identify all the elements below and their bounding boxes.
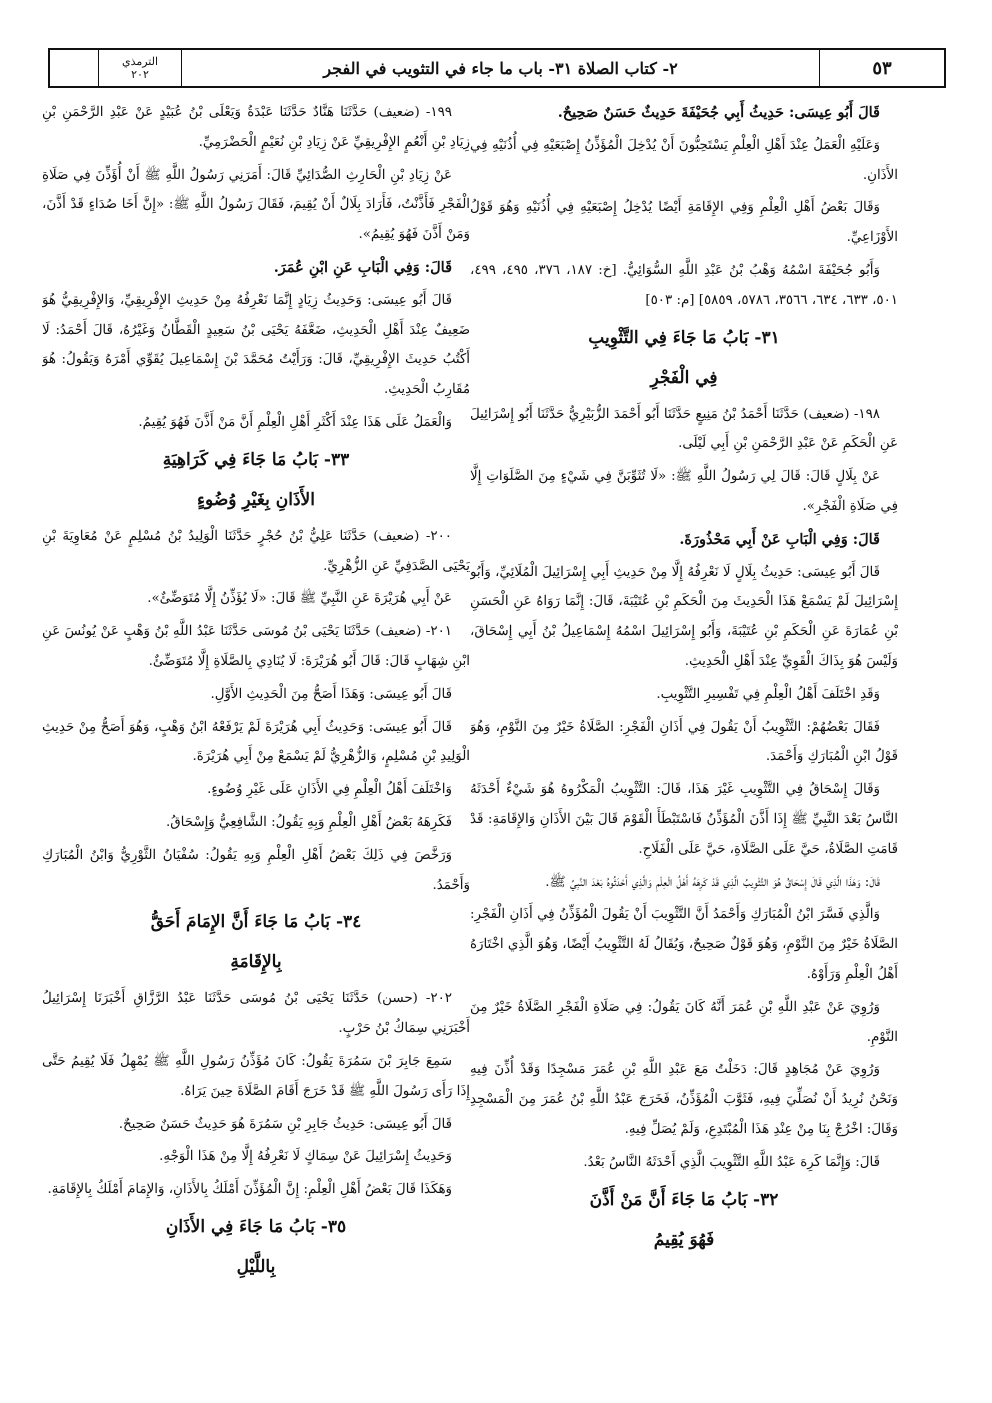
header-reference-cell xyxy=(99,50,182,86)
paragraph: قَالَ: وَإِنَّمَا كَرِهَ عَبْدُ اللَّهِ التَّثْوِيبَ الَّذِي أَحْدَثَهُ النَّاسُ بَعْدُ. xyxy=(583,1154,880,1170)
paragraph: وَالْعَمَلُ عَلَى هَذَا عِنْدَ أَكْثَرِ أَهْلِ الْعِلْمِ أَنَّ مَنْ أَذَّنَ فَهُوَ يُقِيمُ. xyxy=(138,414,452,430)
paragraph: وَعَلَيْهِ الْعَمَلُ عِنْدَ أَهْلِ الْعِلْمِ يَسْتَحِبُّونَ أَنْ يُدْخِلَ الْمُؤَذِّنُ إِصْبَعَيْهِ فِي أُذُنَيْهِ فِي الأَذَانِ. xyxy=(470,137,898,183)
left-column xyxy=(42,98,470,1368)
paragraph: وَحَدِيثُ إِسْرَائِيلَ عَنْ سِمَاكٍ لَا نَعْرِفُهُ إِلَّا مِنْ هَذَا الْوَجْهِ. xyxy=(159,1149,452,1165)
paragraph: قَالَ: وَفِي الْبَابِ عَنْ أَبِي مَحْذُورَةَ. xyxy=(679,530,880,548)
paragraph: قَالَ أَبُو عِيسَى: حَدِيثُ أَبِي جُحَيْفَةَ حَدِيثٌ حَسَنٌ صَحِيحٌ. xyxy=(557,104,880,121)
paragraph: وَرُوِيَ عَنْ مُجَاهِدٍ قَالَ: دَخَلْتُ مَعَ عَبْدِ اللَّهِ بْنِ عُمَرَ مَسْجِدًا وَقَدْ أُذِّنَ فِيهِ وَنَحْنُ نُرِيدُ أَنْ نُصَلِّيَ فِيهِ، فَثَوَّبَ الْمُؤَذِّنُ، فَخَرَجَ عَبْدُ اللَّهِ بْنُ عُمَرَ مِنَ الْمَسْجِدِ وَقَالَ: اخْرُجْ بِنَا مِنْ عِنْدِ هَذَا الْمُبْتَدِعِ، وَلَمْ يُصَلِّ فِيهِ. xyxy=(470,1062,898,1137)
paragraph: وَرُوِيَ عَنْ عَبْدِ اللَّهِ بْنِ عُمَرَ أَنَّهُ كَانَ يَقُولُ: فِي صَلَاةِ الْفَجْرِ الصَّلَاةُ خَيْرٌ مِنَ النَّوْمِ. xyxy=(470,999,898,1045)
paragraph: قَالَ أَبُو عِيسَى: وَهَذَا أَصَحُّ مِنَ الْحَدِيثِ الأَوَّلِ. xyxy=(210,686,452,702)
right-column xyxy=(470,98,898,1368)
chapter-heading: ٣١- بَابُ مَا جَاءَ فِي التَّثْوِيبِ xyxy=(588,327,780,348)
paragraph: وَأَبُو جُحَيْفَةَ اسْمُهُ وَهْبُ بْنُ عَبْدِ اللَّهِ السُّوَائِيُّ. [خ: ١٨٧، ٣٧٦، ٤٩٥، ٤٩٩، ٥٠١، ٦٣٣، ٦٣٤، ٣٥٦٦، ٥٧٨٦، ٥٨٥٩] [م: ٥٠٣] xyxy=(470,262,898,308)
page-number: ٥٣ xyxy=(872,57,892,79)
hadith-isnad: ٢٠٠- (ضعيف) حَدَّثَنَا عَلِيُّ بْنُ حُجْرٍ حَدَّثَنَا الْوَلِيدُ بْنُ مُسْلِمٍ عَنْ مُعَاوِيَةَ بْنِ يَحْيَى الصَّدَفِيِّ عَنِ الزُّهْرِيِّ. xyxy=(42,528,470,574)
header-ref-number: ٢٠٢ xyxy=(131,68,149,81)
hadith-isnad: ٢٠٢- (حسن) حَدَّثَنَا يَحْيَى بْنُ مُوسَى حَدَّثَنَا عَبْدُ الرَّزَّاقِ أَخْبَرَنَا إِسْرَائِيلُ أَخْبَرَنِي سِمَاكُ بْنُ حَرْبٍ. xyxy=(42,991,470,1037)
paragraph: فَقَالَ بَعْضُهُمْ: التَّثْوِيبُ أَنْ يَقُولَ فِي أَذَانِ الْفَجْرِ: الصَّلَاةُ خَيْرٌ مِنَ النَّوْمِ، وَهُوَ قَوْلُ ابْنِ الْمُبَارَكِ وَأَحْمَدَ. xyxy=(470,719,898,765)
hadith-matn: عَنْ بِلَالٍ قَالَ: قَالَ لِي رَسُولُ اللَّهِ ﷺ: «لَا تُثَوِّبَنَّ فِي شَيْءٍ مِنَ الصَّلَوَاتِ إِلَّا فِي صَلَاةِ الْفَجْرِ». xyxy=(470,469,898,514)
hadith-matn: عَنْ أَبِي هُرَيْرَةَ عَنِ النَّبِيِّ ﷺ قَالَ: «لَا يُؤَذِّنُ إِلَّا مُتَوَضِّئٌ». xyxy=(147,591,452,607)
hadith-isnad: ١٩٨- (ضعيف) حَدَّثَنَا أَحْمَدُ بْنُ مَنِيعٍ حَدَّثَنَا أَبُو أَحْمَدَ الزُّبَيْرِيُّ حَدَّثَنَا أَبُو إِسْرَائِيلَ عَنِ الْحَكَمِ عَنْ عَبْدِ الرَّحْمَنِ بْنِ أَبِي لَيْلَى. xyxy=(470,406,898,452)
paragraph: قَالَ: وَفِي الْبَابِ عَنِ ابْنِ عُمَرَ. xyxy=(273,258,452,276)
paragraph: وَاخْتَلَفَ أَهْلُ الْعِلْمِ فِي الأَذَانِ عَلَى غَيْرِ وُضُوءٍ. xyxy=(207,782,452,798)
hadith-matn: سَمِعَ جَابِرَ بْنَ سَمُرَةَ يَقُولُ: كَانَ مُؤَذِّنُ رَسُولِ اللَّهِ ﷺ يُمْهِلُ فَلَا يُقِيمُ حَتَّى إِذَا رَأَى رَسُولَ اللَّهِ ﷺ قَدْ خَرَجَ أَقَامَ الصَّلَاةَ حِينَ يَرَاهُ. xyxy=(42,1053,470,1099)
hadith-isnad: ٢٠١- (ضعيف) حَدَّثَنَا يَحْيَى بْنُ مُوسَى حَدَّثَنَا عَبْدُ اللَّهِ بْنُ وَهْبٍ عَنْ يُونُسَ عَنِ ابْنِ شِهَابٍ قَالَ: قَالَ أَبُو هُرَيْرَةَ: لَا يُنَادِي بِالصَّلَاةِ إِلَّا مُتَوَضِّئٌ. xyxy=(42,624,470,669)
paragraph: وَهَكَذَا قَالَ بَعْضُ أَهْلِ الْعِلْمِ: إِنَّ الْمُؤَذِّنَ أَمْلَكُ بِالأَذَانِ، وَالإِمَامَ أَمْلَكُ بِالإِقَامَةِ. xyxy=(47,1182,452,1198)
paragraph: وَرَخَّصَ فِي ذَلِكَ بَعْضُ أَهْلِ الْعِلْمِ وَبِهِ يَقُولُ: سُفْيَانُ الثَّوْرِيُّ وَابْنُ الْمُبَارَكِ وَأَحْمَدُ. xyxy=(42,847,470,893)
paragraph: قَالَ: وَهَذَا الَّذِي قَالَ إِسْحَاقُ هُوَ التَّثْوِيبُ الَّذِي قَدْ كَرِهَهُ أَهْلُ الْعِلْمِ وَالَّذِي أَحْدَثُوهُ بَعْدَ النَّبِيِّ ﷺ. xyxy=(545,874,880,890)
hadith-isnad: ١٩٩- (ضعيف) حَدَّثَنَا هَنَّادٌ حَدَّثَنَا عَبْدَةُ وَيَعْلَى بْنُ عُبَيْدٍ عَنْ عَبْدِ الرَّحْمَنِ بْنِ زِيَادِ بْنِ أَنْعُمٍ الإِفْرِيقِيِّ عَنْ زِيَادِ بْنِ نُعَيْمٍ الْحَضْرَمِيِّ. xyxy=(42,105,470,150)
chapter-heading-cont: الأَذَانِ بِغَيْرِ وُضُوءٍ xyxy=(197,489,315,510)
running-header xyxy=(48,48,946,88)
hadith-matn: عَنْ زِيَادِ بْنِ الْحَارِثِ الصُّدَائِيِّ قَالَ: أَمَرَنِي رَسُولُ اللَّهِ ﷺ أَنْ أُؤَذِّنَ فِي صَلَاةِ الْفَجْرِ فَأَذَّنْتُ، فَأَرَادَ بِلَالٌ أَنْ يُقِيمَ، فَقَالَ رَسُولُ اللَّهِ ﷺ: «إِنَّ أَخَا صُدَاءٍ قَدْ أَذَّنَ، وَمَنْ أَذَّنَ فَهُوَ يُقِيمُ». xyxy=(42,167,470,243)
paragraph: وَقَدِ اخْتَلَفَ أَهْلُ الْعِلْمِ فِي تَفْسِيرِ التَّثْوِيبِ. xyxy=(656,686,880,702)
chapter-heading: ٣٥- بَابُ مَا جَاءَ فِي الأَذَانِ xyxy=(165,1216,347,1237)
chapter-heading: ٣٤- بَابُ مَا جَاءَ أَنَّ الإِمَامَ أَحَقُّ xyxy=(150,912,362,933)
paragraph: قَالَ أَبُو عِيسَى: وَحَدِيثُ زِيَادٍ إِنَّمَا نَعْرِفُهُ مِنْ حَدِيثِ الإِفْرِيقِيِّ، وَالإِفْرِيقِيُّ هُوَ ضَعِيفٌ عِنْدَ أَهْلِ الْحَدِيثِ، ضَعَّفَهُ يَحْيَى بْنُ سَعِيدٍ الْقَطَّانُ وَغَيْرُهُ، قَالَ أَحْمَدُ: لَا أَكْتُبُ حَدِيثَ الإِفْرِيقِيِّ، قَالَ: وَرَأَيْتُ مُحَمَّدَ بْنَ إِسْمَاعِيلَ يُقَوِّي أَمْرَهُ وَيَقُولُ: هُوَ مُقَارِبُ الْحَدِيثِ. xyxy=(42,292,470,398)
header-title: ٢- كتاب الصلاة ٣١- باب ما جاء في التثويب في الفجر xyxy=(182,50,820,86)
paragraph: قَالَ أَبُو عِيسَى: وَحَدِيثُ أَبِي هُرَيْرَةَ لَمْ يَرْفَعْهُ ابْنُ وَهْبٍ، وَهُوَ أَصَحُّ مِنْ حَدِيثِ الْوَلِيدِ بْنِ مُسْلِمٍ، وَالزُّهْرِيُّ لَمْ يَسْمَعْ مِنْ أَبِي هُرَيْرَةَ. xyxy=(42,719,470,765)
chapter-heading: ٣٣- بَابُ مَا جَاءَ فِي كَرَاهِيَةِ xyxy=(162,449,350,470)
paragraph: وَقَالَ إِسْحَاقُ فِي التَّثْوِيبِ غَيْرَ هَذَا، قَالَ: التَّثْوِيبُ الْمَكْرُوهُ هُوَ شَيْءٌ أَحْدَثَهُ النَّاسُ بَعْدَ النَّبِيِّ ﷺ إِذَا أَذَّنَ الْمُؤَذِّنُ فَاسْتَبْطَأَ الْقَوْمَ قَالَ بَيْنَ الأَذَانِ وَالإِقَامَةِ: قَدْ قَامَتِ الصَّلَاةُ، حَيَّ عَلَى الصَّلَاةِ، حَيَّ عَلَى الْفَلَاحِ. xyxy=(470,782,898,857)
paragraph: وَالَّذِي فَسَّرَ ابْنُ الْمُبَارَكِ وَأَحْمَدُ أَنَّ التَّثْوِيبَ أَنْ يَقُولَ الْمُؤَذِّنُ فِي أَذَانِ الْفَجْرِ: الصَّلَاةُ خَيْرٌ مِنَ النَّوْمِ، وَهُوَ قَوْلٌ صَحِيحٌ، وَيُقَالُ لَهُ التَّثْوِيبُ أَيْضًا، وَهُوَ الَّذِي اخْتَارَهُ أَهْلُ الْعِلْمِ وَرَأَوْهُ. xyxy=(470,907,898,982)
chapter-heading-cont: فَهُوَ يُقِيمُ xyxy=(653,1229,715,1250)
paragraph: وَقَالَ بَعْضُ أَهْلِ الْعِلْمِ وَفِي الإِقَامَةِ أَيْضًا يُدْخِلُ إِصْبَعَيْهِ فِي أُذُنَيْهِ وَهُوَ قَوْلُ الأَوْزَاعِيِّ. xyxy=(470,200,898,246)
paragraph: قَالَ أَبُو عِيسَى: حَدِيثُ بِلَالٍ لَا نَعْرِفُهُ إِلَّا مِنْ حَدِيثِ أَبِي إِسْرَائِيلَ الْمُلَائِيِّ، وَأَبُو إِسْرَائِيلَ لَمْ يَسْمَعْ هَذَا الْحَدِيثَ مِنَ الْحَكَمِ بْنِ عُتَيْبَةَ، قَالَ: إِنَّمَا رَوَاهُ عَنِ الْحَسَنِ بْنِ عُمَارَةَ عَنِ الْحَكَمِ بْنِ عُتَيْبَةَ، وَأَبُو إِسْرَائِيلَ اسْمُهُ إِسْمَاعِيلُ بْنُ أَبِي إِسْحَاقَ، وَلَيْسَ هُوَ بِذَاكَ الْقَوِيِّ عِنْدَ أَهْلِ الْحَدِيثِ. xyxy=(470,564,898,669)
header-ref-label: الترمذي xyxy=(121,55,159,68)
chapter-heading: ٣٢- بَابُ مَا جَاءَ أَنَّ مَنْ أَذَّنَ xyxy=(589,1189,779,1210)
chapter-heading-cont: بِالإِقَامَةِ xyxy=(230,952,282,973)
header-blank-cell xyxy=(50,50,99,86)
paragraph: قَالَ أَبُو عِيسَى: حَدِيثُ جَابِرِ بْنِ سَمُرَةَ هُوَ حَدِيثٌ حَسَنٌ صَحِيحٌ. xyxy=(118,1116,452,1132)
chapter-heading-cont: بِاللَّيْلِ xyxy=(236,1256,276,1277)
chapter-heading-cont: فِي الْفَجْرِ xyxy=(650,367,718,388)
paragraph: فَكَرِهَهُ بَعْضُ أَهْلِ الْعِلْمِ وَبِهِ يَقُولُ: الشَّافِعِيُّ وَإِسْحَاقُ. xyxy=(166,814,452,830)
